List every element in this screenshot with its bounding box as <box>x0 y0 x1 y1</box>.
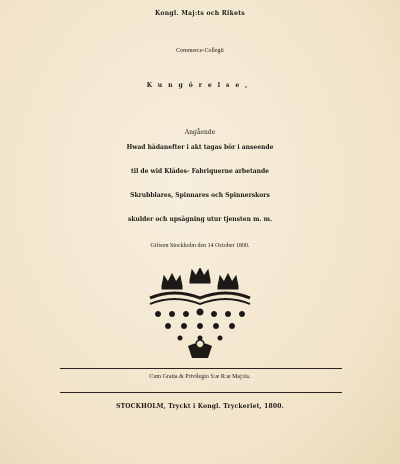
body-line-4: skulder och upsägning utur tjensten m. m. <box>127 216 273 223</box>
body-line-2: til de wid Klädes- Fabriquerne arbetande <box>131 168 269 175</box>
title-kungorelse: Kungörelse, <box>146 82 254 89</box>
crown-icon <box>190 268 210 283</box>
title-line-2: Commerce-Collegii <box>176 48 224 54</box>
body-line-1: Hwad hädanefter i akt tagas bör i anseende <box>126 144 274 151</box>
crown-icon <box>162 274 182 289</box>
top-rule <box>60 368 342 369</box>
crown-ornament-icon <box>148 268 252 360</box>
imprint-line: STOCKHOLM, Tryckt i Kongl. Tryckeriet, 1800. <box>116 403 284 410</box>
crown-icon <box>218 274 238 289</box>
subtitle-angaende: Angående <box>184 129 216 136</box>
bottom-rule <box>60 392 342 393</box>
date-line: Gifwen Stockholm den 14 October 1800. <box>150 243 250 249</box>
privilege-line: Cum Gratia & Privilegio S:æ R:æ Maj:tis. <box>149 374 251 380</box>
body-line-3: Skrubblares, Spinnares och Spinnerskors <box>130 192 270 199</box>
title-line-1: Kongl. Maj:ts och Rikets <box>155 10 245 17</box>
